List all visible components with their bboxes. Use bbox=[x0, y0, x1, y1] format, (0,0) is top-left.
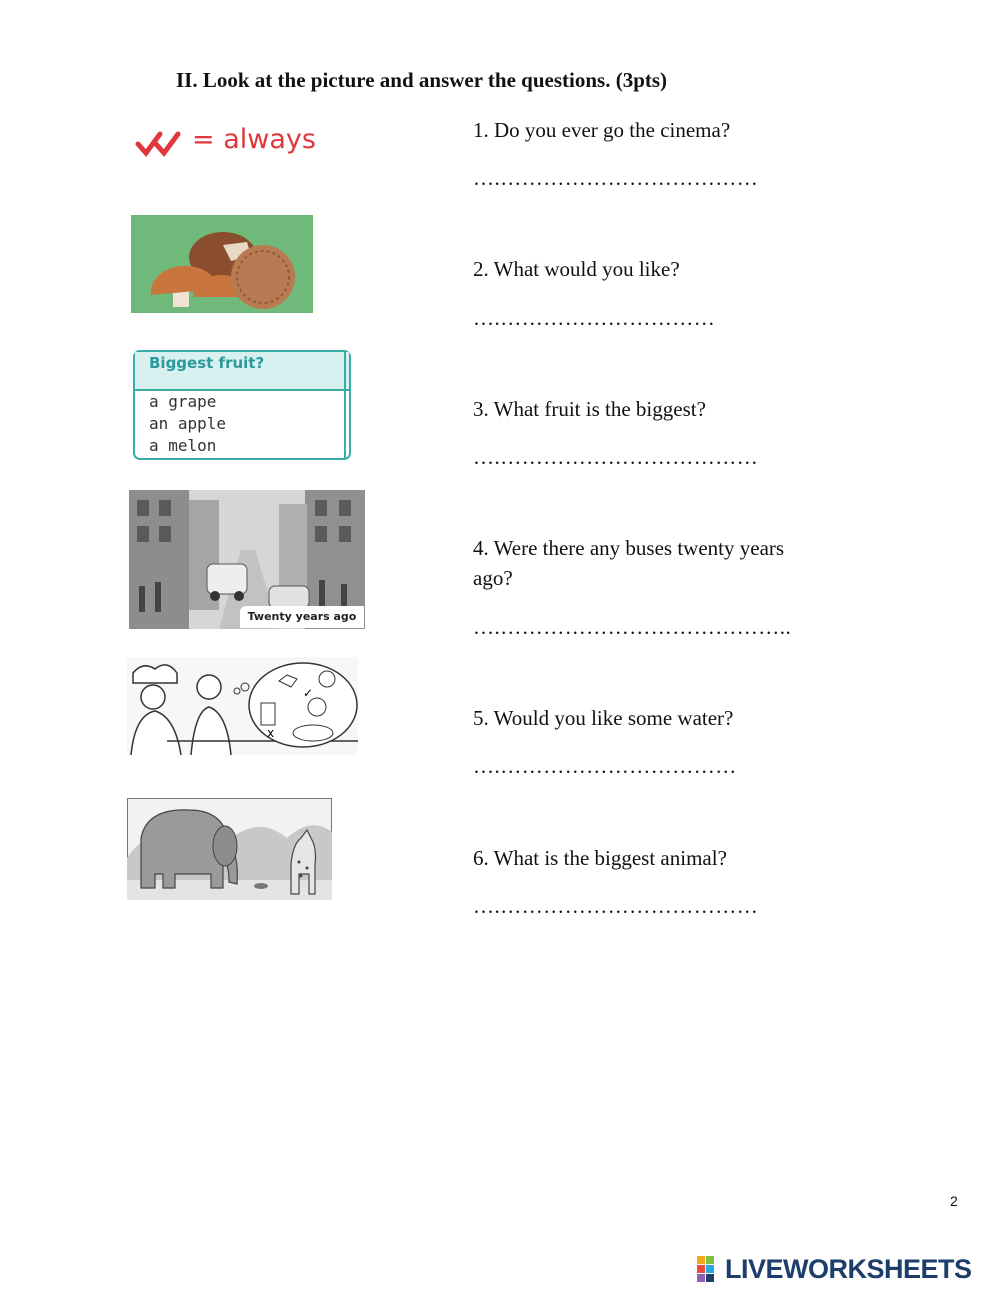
question-1: 1. Do you ever go the cinema? bbox=[473, 118, 731, 142]
answer-line-4[interactable]: ….………………………………….. bbox=[473, 615, 792, 639]
answer-line-2[interactable]: ….………………………… bbox=[473, 306, 716, 330]
answer-line-5[interactable]: ….…………………………… bbox=[473, 754, 737, 778]
always-label: = always bbox=[192, 124, 316, 155]
question-4: 4. Were there any buses twenty years ago? bbox=[473, 536, 785, 590]
fruit-table bbox=[133, 350, 355, 460]
liveworksheets-logo bbox=[697, 1254, 972, 1285]
page-number: 2 bbox=[950, 1193, 958, 1209]
answer-line-6[interactable]: ….……………………………… bbox=[473, 894, 759, 918]
answer-line-3[interactable]: ….……………………………… bbox=[473, 445, 759, 469]
liveworksheets-logo-icon bbox=[697, 1256, 723, 1284]
question-6: 6. What is the biggest animal? bbox=[473, 846, 727, 870]
fruit-table-row: a melon bbox=[149, 436, 217, 455]
double-check-icon bbox=[130, 120, 190, 168]
fruit-table-row: an apple bbox=[149, 414, 227, 433]
svg-text:✓: ✓ bbox=[303, 686, 314, 700]
question-3: 3. What fruit is the biggest? bbox=[473, 397, 706, 421]
question-5: 5. Would you like some water? bbox=[473, 706, 734, 730]
fruit-table-header: Biggest fruit? bbox=[149, 354, 265, 372]
fruit-table-row: a grape bbox=[149, 392, 217, 411]
answer-line-1[interactable]: ….……………………………… bbox=[473, 166, 759, 190]
mushrooms-picture bbox=[131, 215, 313, 313]
restaurant-picture bbox=[127, 657, 358, 755]
animals-picture bbox=[127, 798, 332, 900]
svg-text:x: x bbox=[267, 726, 275, 740]
liveworksheets-wordmark: LIVEWORKSHEETS bbox=[725, 1254, 972, 1284]
street-caption: Twenty years ago bbox=[240, 606, 364, 628]
section-heading: II. Look at the picture and answer the questions. (3pts) bbox=[176, 68, 668, 92]
question-2: 2. What would you like? bbox=[473, 257, 680, 281]
